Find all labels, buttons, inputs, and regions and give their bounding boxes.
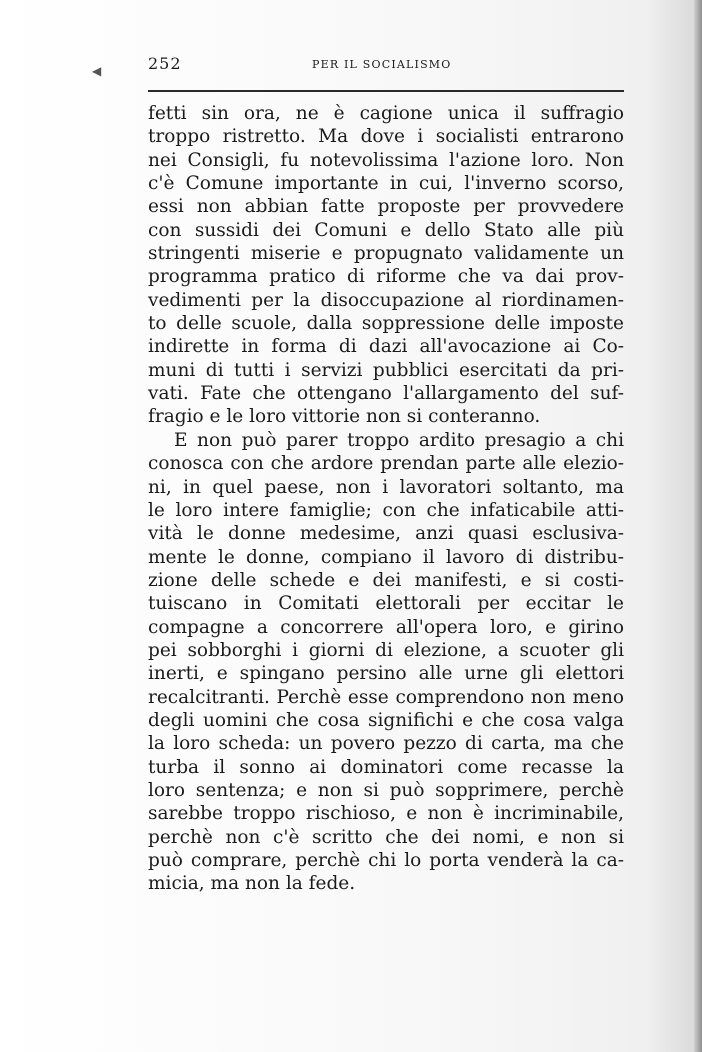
running-title: PER IL SOCIALISMO <box>312 58 452 71</box>
text-line: essi non abbian fatte proposte per provvedere <box>148 196 624 218</box>
page-header <box>148 52 624 78</box>
text-line: compagne a concorrere all'opera loro, e girino <box>148 616 624 638</box>
text-line: nei Consigli, fu notevolissima l'azione loro. Non <box>148 149 624 171</box>
text-line: inerti, e spingano persino alle urne gli elettori <box>148 663 624 685</box>
text-line: perchè non c'è scritto che dei nomi, e non si <box>148 826 624 848</box>
text-line: troppo ristretto. Ma dove i socialisti entrarono <box>148 126 624 148</box>
margin-mark-icon: ◀ <box>92 64 102 78</box>
text-line: vedimenti per la disoccupazione al riordinamen- <box>148 289 624 311</box>
text-line: muni di tutti i servizi pubblici esercitati da pri- <box>148 359 624 381</box>
text-line: pei sobborghi i giorni di elezione, a scuoter gli <box>148 639 624 661</box>
text-line: conosca con che ardore prendan parte alle elezio- <box>148 453 624 475</box>
text-line: turba il sonno ai dominatori come recasse la <box>148 756 624 778</box>
text-line: to delle scuole, dalla soppressione delle imposte <box>148 313 624 335</box>
text-line: vati. Fate che ottengano l'allargamento del suf- <box>148 383 624 405</box>
text-line: mente le donne, compiano il lavoro di distribu- <box>148 546 624 568</box>
text-line: zione delle schede e dei manifesti, e si costi- <box>148 569 624 591</box>
text-line: può comprare, perchè chi lo porta venderà la ca- <box>148 850 624 871</box>
body-text <box>148 102 624 896</box>
header-rule <box>148 90 624 92</box>
text-line: micia, ma non la fede. <box>148 873 356 895</box>
text-line: stringenti miserie e propugnato validamente un <box>148 243 624 265</box>
text-line: ni, in quel paese, non i lavoratori soltanto, ma <box>148 476 624 498</box>
text-line: recalcitranti. Perchè esse comprendono non meno <box>148 686 624 708</box>
text-line: tuiscano in Comitati elettorali per eccitar le <box>148 593 624 615</box>
text-line: le loro intere famiglie; con che infaticabile atti- <box>148 499 624 521</box>
text-line: fragio e le loro vittorie non si conteranno. <box>148 406 541 428</box>
text-line: E non può parer troppo ardito presagio a chi <box>174 429 624 451</box>
text-line: la loro scheda: un povero pezzo di carta, ma che <box>148 733 624 755</box>
text-line: fetti sin ora, ne è cagione unica il suffragio <box>148 103 624 124</box>
text-line: c'è Comune importante in cui, l'inverno scorso, <box>148 173 624 195</box>
text-line: programma pratico di riforme che va dai prov- <box>148 266 624 288</box>
text-line: loro sentenza; e non si può sopprimere, perchè <box>148 779 624 801</box>
text-line: con sussidi dei Comuni e dello Stato alle più <box>148 219 624 241</box>
text-line: sarebbe troppo rischioso, e non è incriminabile, <box>148 803 624 825</box>
page-number: 252 <box>148 54 182 73</box>
text-line: vità le donne medesime, anzi quasi esclusiva- <box>148 523 624 545</box>
text-line: degli uomini che cosa significhi e che cosa valga <box>148 709 624 731</box>
text-line: indirette in forma di dazi all'avocazione ai Co- <box>148 336 624 358</box>
book-gutter-edge <box>694 0 702 1052</box>
